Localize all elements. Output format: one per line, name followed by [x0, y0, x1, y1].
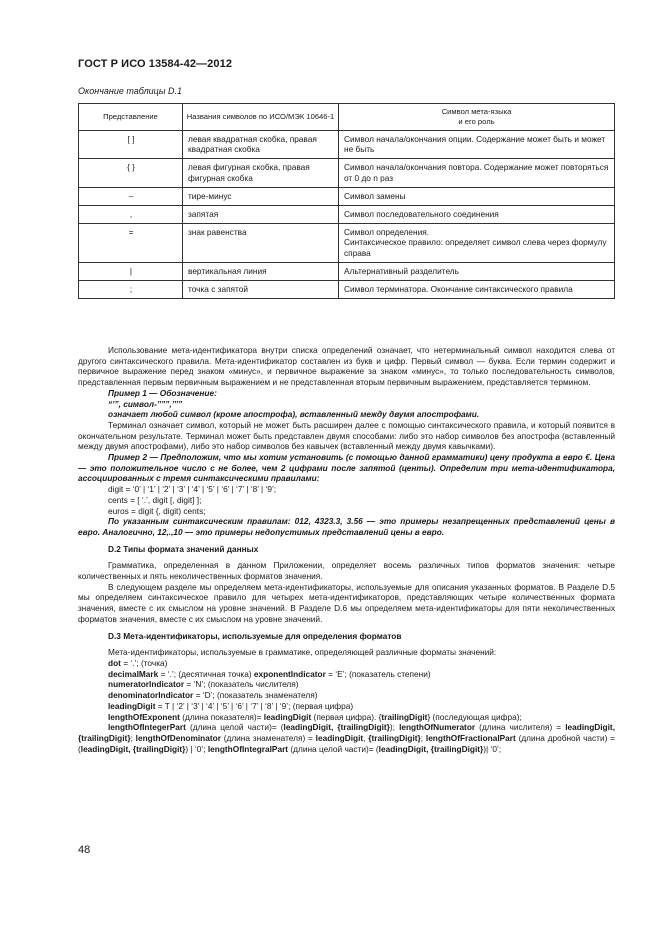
table-cell: левая фигурная скобка, правая фигурная скобка	[183, 159, 339, 187]
table-cell: знак равенства	[183, 224, 339, 263]
table-caption: Окончание таблицы D.1	[78, 86, 182, 96]
table-cell: |	[79, 262, 183, 280]
formula-line: lengthOfExponent (длина показателя)= leadingDigit (первая цифра). {trailingDigit} (последующая цифра);	[108, 711, 522, 722]
paragraph: Мета-идентификаторы, используемые в грамматике, определяющей различные форматы значений:	[108, 647, 497, 658]
table-cell: Альтернативный разделитель	[339, 262, 615, 280]
table-cell: левая квадратная скобка, правая квадратная скобка	[183, 131, 339, 159]
paragraph: Терминал означает символ, который не может быть расширен далее с помощью синтаксического правила, и который появится в окончательном результате. Терминал может быть представлен двумя способами: либо это набор символов без апострофа (вставленный между двумя апострофами), либо это набор символов без кавычек (вставленный между двумя кавычками).	[78, 419, 615, 452]
table-row	[79, 281, 615, 299]
page-number: 48	[78, 844, 91, 856]
code-line: euros = digit {, digit) cents;	[108, 505, 206, 516]
document-header: ГОСТ Р ИСО 13584-42—2012	[78, 58, 233, 70]
table-cell: [ ]	[79, 131, 183, 159]
section-heading: D.2 Типы формата значений данных	[108, 543, 259, 554]
column-header: Представление	[79, 104, 183, 131]
table-row	[79, 187, 615, 205]
table-cell: вертикальная линия	[183, 262, 339, 280]
table-cell: Символ определения. Синтаксическое правило: определяет символ слева через формулу справа	[339, 224, 615, 263]
example-2: Пример 2 — Предположим, что мы хотим установить (с помощью данной грамматики) цену продукта в евро €. Цена — это положительное число с не более, чем 2 цифрами после запятой (центы). Определим три мета-идентификатора, ассоциированных с тремя синтаксическими правилами:	[78, 452, 615, 484]
formula-line: denominatorIndicator = ‘D’; (показатель знаменателя)	[108, 690, 318, 701]
table-cell: ;	[79, 281, 183, 299]
paragraph: В следующем разделе мы определяем мета-идентификаторы, используемые для описания указанных форматов. В Разделе D.5 мы определяем синтаксическое правило для четырех мета-идентификаторов, представляющих четыре количественных формата значения, вместе с их смыслом на уровне значений. В Разделе D.6 мы определяем мета-идентификаторы для пяти неколичественных форматов значения, вместе с их смыслом на уровне значений.	[78, 581, 615, 624]
formula-line: leadingDigit = T | ‘2’ | ‘3’ | ‘4’ | ‘5’ | ‘6’ | ‘7’ | ‘8’ | ‘9’; (первая цифра)	[108, 700, 354, 711]
example-code: “’”, символ-’’””,’’’”	[108, 398, 183, 409]
code-line: cents = [ ‘.’, digit [, digit] ];	[108, 494, 202, 505]
table-cell: { }	[79, 159, 183, 187]
column-header: Названия символов по ИСО/МЭК 10646-1	[183, 104, 339, 131]
table-header-row	[79, 104, 615, 131]
table-cell: ,	[79, 206, 183, 224]
table-row	[79, 131, 615, 159]
example-meaning: означает любой символ (кроме апострофа), вставленный между двумя апострофами.	[108, 409, 480, 420]
table-cell: Символ терминатора. Окончание синтаксического правила	[339, 281, 615, 299]
table-cell: Символ начала/окончания опции. Содержание может быть и может не быть	[339, 131, 615, 159]
table-cell: =	[79, 224, 183, 263]
formula-paragraph: lengthOfIntegerPart (длина целой части)= (leadingDigit, {trailingDigit}); lengthOfNumerator (длина числителя) = leadingDigit, {trailingDigit}; lengthOfDenominator (длина знаменателя) = leadingDigit, {trailingDigit}; lengthOfFractionalPart (длина дробной части) = (leadingDigit, {trailingDigit}) | ‘0’; lengthOfIntegralPart (длина целой части)= (leadingDigit, {trailingDigit})| ‘0’;	[78, 722, 616, 754]
table-row	[79, 206, 615, 224]
example-title: Пример 1 — Обозначение:	[108, 387, 217, 398]
table-row	[79, 224, 615, 263]
table-cell: тире-минус	[183, 187, 339, 205]
table-row	[79, 159, 615, 187]
code-line: digit = ‘0’ | ‘1’ | ‘2’ | ‘3’ | ‘4’ | ‘5’ | ‘6’ | ‘7’ | ‘8’ | ‘9’;	[108, 484, 277, 495]
table-cell: точка с запятой	[183, 281, 339, 299]
formula-line: numeratorIndicator = ‘N’; (показатель числителя)	[108, 679, 299, 690]
example-result: По указанным синтаксическим правилам: 012, 4323.3, 3.56 — это примеры незапрещенных представлений цены в евро. Аналогично, 12,.,10 — это примеры недопустимых представлений цены в евро.	[78, 516, 615, 537]
metasymbol-table	[78, 103, 615, 299]
paragraph: Грамматика, определенная в данном Приложении, определяет восемь различных типов форматов значения: четыре количественных и пять неколичественных форматов значения.	[78, 560, 615, 582]
paragraph: Использование мета-идентификатора внутри списка определений означает, что нетерминальный символ находится слева от другого синтаксического правила. Мета-идентификатор составлен из букв и цифр. Первый символ — буква. Если термин содержит и первичное выражение перед знаком «минус», и первичное выражение за знаком «минус», то только последовательность символов, представленная первым первичным выражением и не представленная вторым первичным выражением, представляется термином.	[78, 345, 615, 388]
table-cell: Символ начала/окончания повтора. Содержание может повторяться от 0 до n раз	[339, 159, 615, 187]
table-cell: –	[79, 187, 183, 205]
formula-line: decimalMark = ‘.’; (десятичная точка) exponentIndicator = ‘E’; (показатель степени)	[108, 668, 431, 679]
table-cell: Символ замены	[339, 187, 615, 205]
table-row	[79, 262, 615, 280]
section-heading: D.3 Мета-идентификаторы, используемые для определения форматов	[108, 630, 402, 641]
body-text	[78, 345, 615, 754]
formula-line: dot = ‘.’; (точка)	[108, 657, 168, 668]
column-header: Символ мета-языка и его роль	[339, 104, 615, 131]
table-cell: запятая	[183, 206, 339, 224]
table-cell: Символ последовательного соединения	[339, 206, 615, 224]
